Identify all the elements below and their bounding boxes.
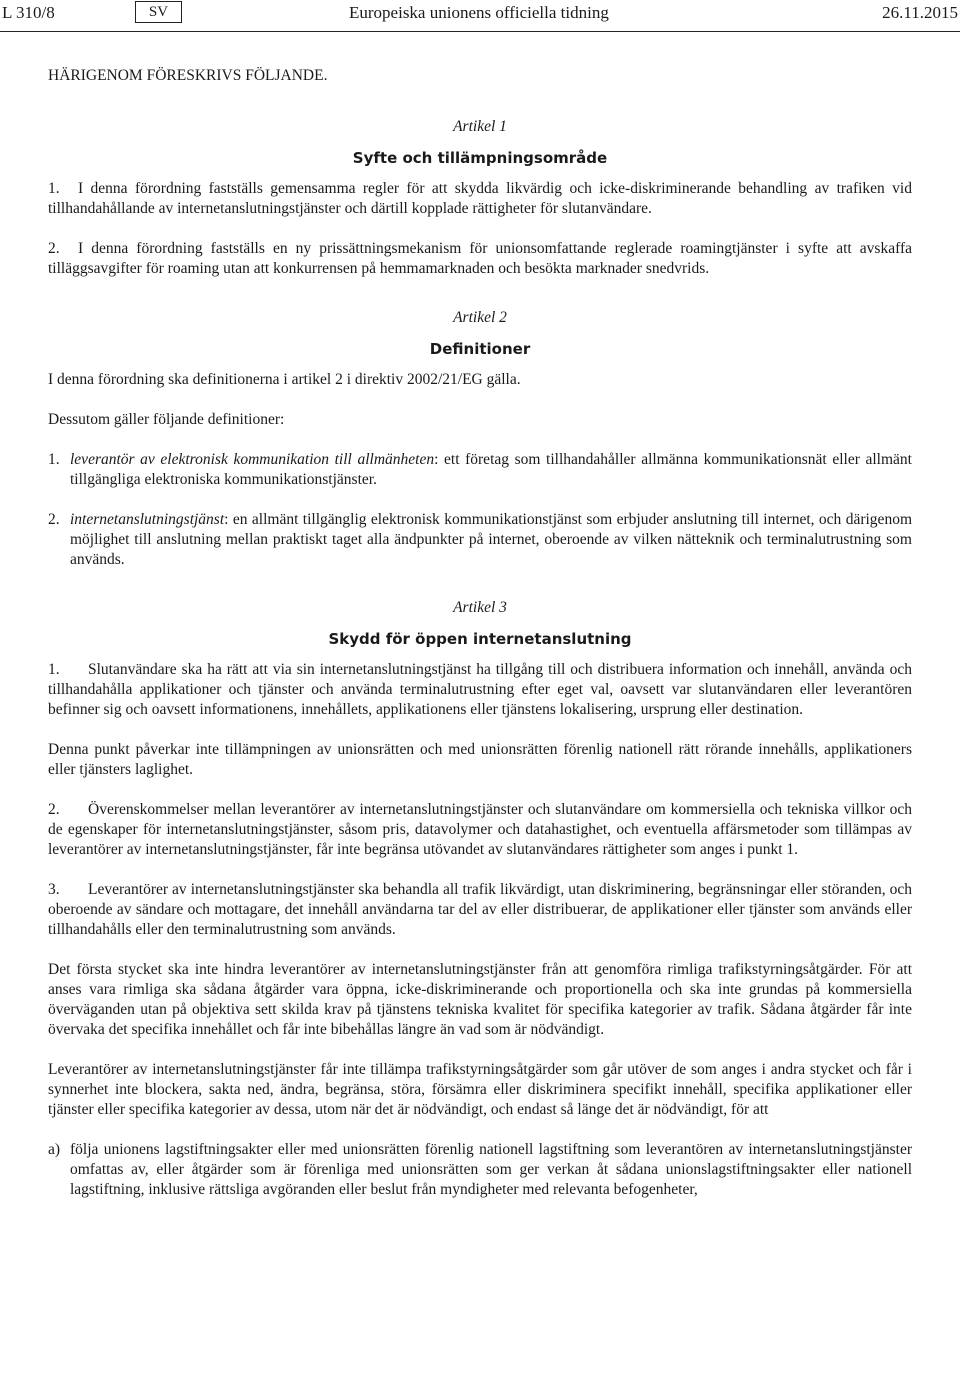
article-3-point-a xyxy=(48,1140,912,1200)
article-2-number: Artikel 2 xyxy=(453,309,507,326)
article-1-paragraph-1 xyxy=(48,179,912,219)
paragraph-number: 2. xyxy=(48,240,60,257)
publication-date: 26.11.2015 xyxy=(882,3,958,22)
article-2-intro-2: Dessutom gäller följande definitioner: xyxy=(48,411,285,428)
article-1-number: Artikel 1 xyxy=(453,118,507,135)
page-header xyxy=(0,0,960,32)
journal-title: Europeiska unionens officiella tidning xyxy=(349,3,609,22)
article-2-intro-1: I denna förordning ska definitionerna i artikel 2 i direktiv 2002/21/EG gälla. xyxy=(48,371,521,388)
paragraph-text: Leverantörer av internetanslutningstjänster ska behandla all trafik likvärdigt, utan diskriminering, begränsningar eller störanden, och oberoende av sändare och mottagare, det innehåll användarna tar del av eller distribuerar, de applikationer eller tjänster som används eller tillhandahålls eller den terminalutrustning som används. xyxy=(48,881,912,938)
definition-text: : en allmänt tillgänglig elektronisk kommunikationstjänst som erbjuder anslutning till internet, och därigenom möjlighet till anslutning mellan praktiskt taget alla ändpunkter på internet, oberoende av vilken nätteknik och terminalutrustning som används. xyxy=(70,511,912,568)
definition-term: internetanslutningstjänst xyxy=(70,511,225,528)
article-3-paragraph-1 xyxy=(48,660,912,720)
article-1-paragraph-2 xyxy=(48,239,912,279)
article-3-paragraph-3-subparagraph-2: Det första stycket ska inte hindra leverantörer av internetanslutningstjänster från att genomföra rimliga trafikstyrningsåtgärder. För att anses vara rimliga ska sådana åtgärder vara öppna, icke-diskriminerande och proportionella och ska inte grundas på kommersiella överväganden utan på objektiva sett skilda krav på tjänstens tekniska kvalitet för specifika kategorier av trafik. Sådana åtgärder får inte övervaka det specifika innehållet och får inte bibehållas längre än vad som är nödvändigt. xyxy=(48,961,912,1038)
definition-2 xyxy=(48,510,912,570)
document-body xyxy=(48,66,912,1200)
paragraph-text: I denna förordning fastställs en ny prissättningsmekanism för unionsomfattande reglerade roamingtjänster i syfte att avskaffa tilläggsavgifter för roaming utan att konkurrensen på hemmamarknaden och besökta marknader snedvrids. xyxy=(48,240,912,277)
article-3-number: Artikel 3 xyxy=(453,599,507,616)
point-letter: a) xyxy=(48,1141,61,1158)
paragraph-number: 1. xyxy=(48,661,60,678)
article-3-title: Skydd för öppen internetanslutning xyxy=(328,630,632,648)
article-2-title: Definitioner xyxy=(429,340,531,358)
article-1-title: Syfte och tillämpningsområde xyxy=(352,149,608,167)
page-reference: L 310/8 xyxy=(2,3,55,22)
article-3-paragraph-1-subparagraph: Denna punkt påverkar inte tillämpningen av unionsrätten och med unionsrätten förenlig nationell rätt rörande innehålls, applikationers eller tjänsters laglighet. xyxy=(48,741,912,778)
definition-number: 1. xyxy=(48,451,60,468)
definition-term: leverantör av elektronisk kommunikation till allmänheten xyxy=(70,451,435,468)
definition-1 xyxy=(48,450,912,490)
article-3-paragraph-3-subparagraph-3: Leverantörer av internetanslutningstjänster får inte tillämpa trafikstyrningsåtgärder som går utöver de som anges i andra stycket och får i synnerhet inte blockera, sakta ned, ändra, begränsa, störa, försämra eller diskriminera specifikt innehåll, specifika applikationer eller tjänster eller specifika kategorier av dessa, utom när det är nödvändigt, och endast så länge det är nödvändigt, för att xyxy=(48,1061,912,1118)
definition-number: 2. xyxy=(48,511,60,528)
point-text: följa unionens lagstiftningsakter eller med unionsrätten förenlig nationell lagstiftning som leverantören av internetanslutningstjänster omfattas av, eller åtgärder som är förenliga med unionsrätten som ger verkan åt sådana unionslagstiftningsakter eller nationell lagstiftning, inklusive rättsliga avgöranden eller beslut från myndigheter med relevanta befogenheter, xyxy=(70,1141,912,1198)
paragraph-text: I denna förordning fastställs gemensamma regler för att skydda likvärdig och icke-diskriminerande behandling av trafiken vid tillhandahållande av internetanslutningstjänster och därtill kopplade rättigheter för slutanvändare. xyxy=(48,180,912,217)
paragraph-number: 3. xyxy=(48,881,60,898)
paragraph-text: Slutanvändare ska ha rätt att via sin internetanslutningstjänst ha tillgång till och distribuera information och innehåll, använda och tillhandahålla applikationer och tjänster och använda terminalutrustning efter eget val, oavsett var slutanvändaren eller leverantören befinner sig och oavsett informationens, innehållets, applikationens eller tjänstens lokalisering, ursprung eller destination. xyxy=(48,661,912,718)
paragraph-number: 2. xyxy=(48,801,60,818)
paragraph-number: 1. xyxy=(48,180,60,197)
header-divider xyxy=(0,31,960,32)
paragraph-text: Överenskommelser mellan leverantörer av internetanslutningstjänster och slutanvändare om kommersiella och tekniska villkor och de egenskaper för internetanslutningstjänster, såsom pris, datavolymer och datahastighet, och eventuella affärsmetoder som tillämpas av leverantörer av internetanslutningstjänster, får inte begränsa utövandet av slutanvändares rättigheter som anges i punkt 1. xyxy=(48,801,912,858)
definition-text: : ett företag som tillhandahåller allmänna kommunikationsnät eller allmänt tillgängliga elektroniska kommunikationstjänster. xyxy=(70,451,912,488)
language-badge: SV xyxy=(135,1,182,23)
preamble: HÄRIGENOM FÖRESKRIVS FÖLJANDE. xyxy=(48,67,328,84)
article-3-paragraph-2 xyxy=(48,800,912,860)
article-3-paragraph-3 xyxy=(48,880,912,940)
